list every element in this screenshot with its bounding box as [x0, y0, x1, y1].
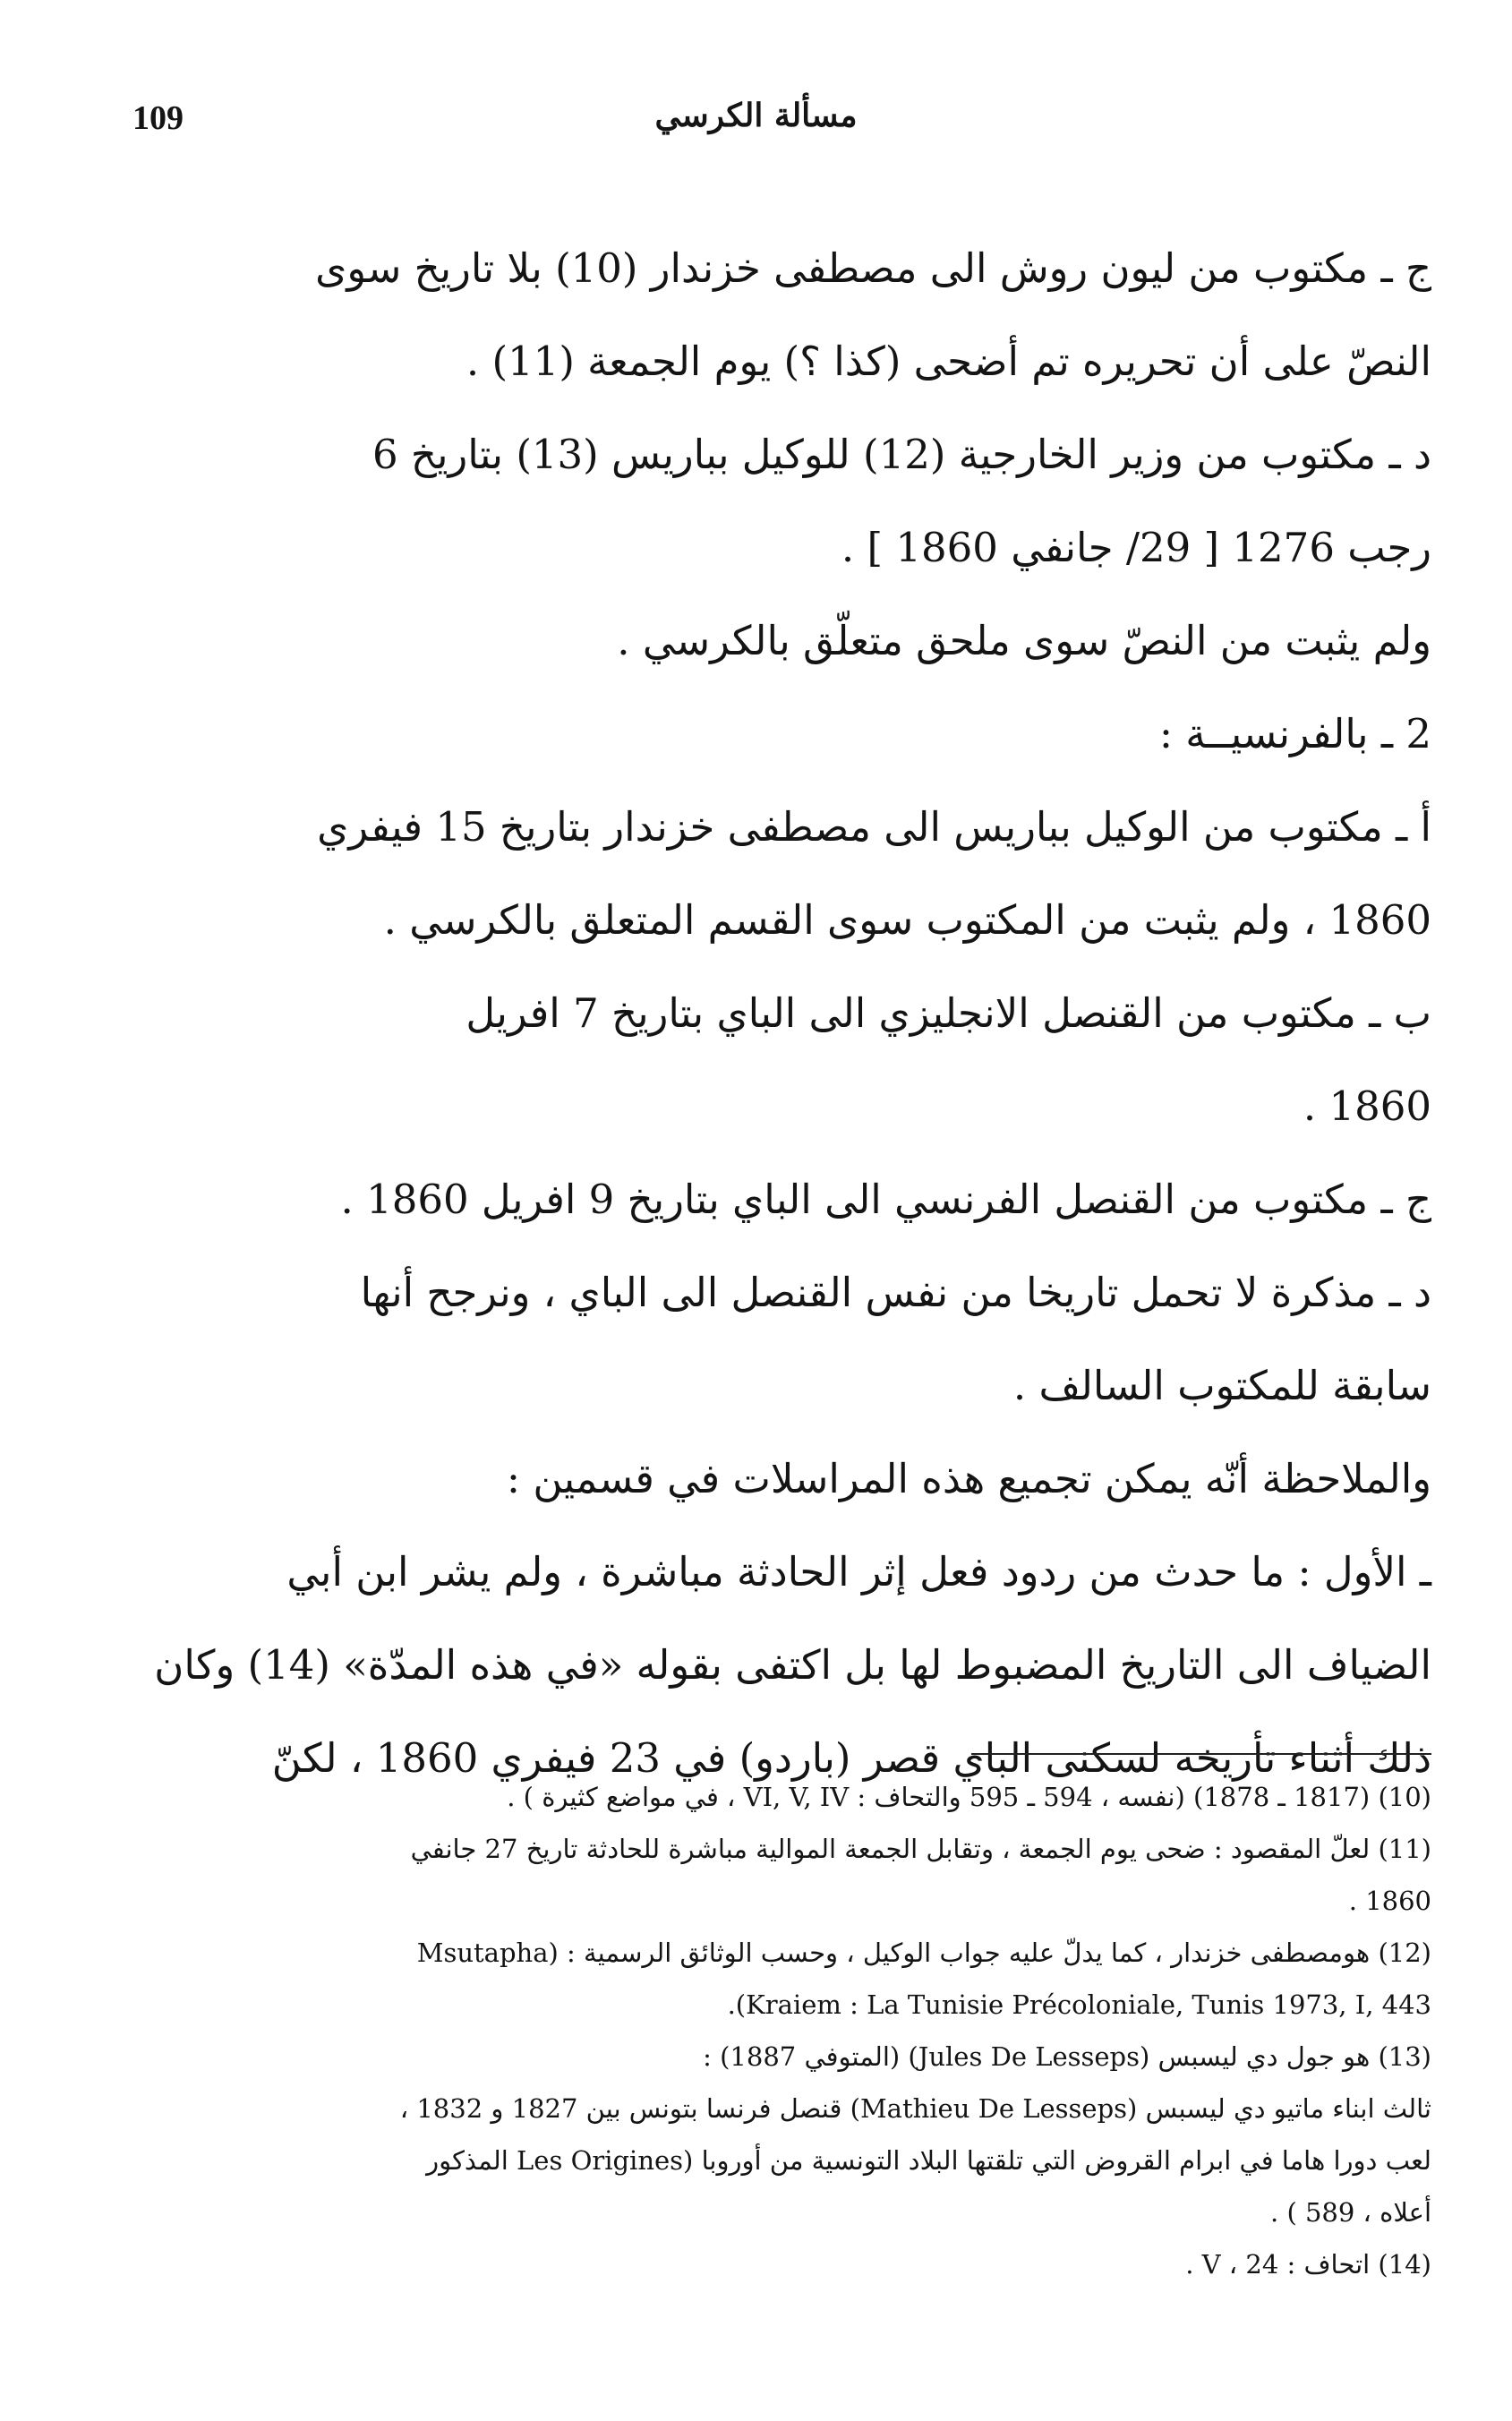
running-title: مسألة الكرسي — [654, 97, 858, 134]
text-line: د ـ مكتوب من وزير الخارجية (12) للوكيل بباريس (13) بتاريخ 6 — [372, 431, 1431, 478]
text-line: النصّ على أن تحريره تم أضحى (كذا ؟) يوم الجمعة (11) . — [466, 338, 1431, 385]
footnote-line: ثالث ابناء ماتيو دي ليسبس (Mathieu De Lesseps) قنصل فرنسا بتونس بين 1827 و 1832 ، — [399, 2093, 1431, 2124]
footnote-line: (12) هومصطفى خزندار ، كما يدلّ عليه جواب الوكيل ، وحسب الوثائق الرسمية : (Msutapha — [416, 1938, 1431, 1968]
text-line: 1860 ، ولم يثبت من المكتوب سوى القسم المتعلق بالكرسي . — [383, 896, 1431, 944]
text-line: والملاحظة أنّه يمكن تجميع هذه المراسلات في قسمين : — [506, 1455, 1431, 1502]
footnote-line: أعلاه ، 589 ) . — [1270, 2197, 1431, 2228]
footnote-line: (14) اتحاف : V ، 24 . — [1185, 2249, 1431, 2280]
footnote-line: (13) هو جول دي ليسبس (Jules De Lesseps) (المتوفي 1887) : — [703, 2041, 1431, 2072]
footnote-line: (10) (1817 ـ 1878) (نفسه ، 594 ـ 595 والتحاف : VI, V, IV ، في مواضع كثيرة ) . — [507, 1782, 1431, 1812]
footnote-line: (11) لعلّ المقصود : ضحى يوم الجمعة ، وتقابل الجمعة الموالية مباشرة للحادثة تاريخ 27 جانفي — [410, 1834, 1431, 1864]
footnote-line: Kraiem : La Tunisie Précoloniale, Tunis 1973, I, 443). — [727, 1989, 1431, 2020]
text-line: ب ـ مكتوب من القنصل الانجليزي الى الباي بتاريخ 7 افريل — [466, 989, 1431, 1037]
text-line: رجب 1276 [ 29/ جانفي 1860 ] . — [841, 524, 1431, 571]
text-line: 1860 . — [1303, 1082, 1431, 1130]
text-line: سابقة للمكتوب السالف . — [1012, 1362, 1431, 1409]
page-number: 109 — [132, 99, 184, 137]
footnote-line: 1860 . — [1348, 1886, 1431, 1916]
footnote-line: لعب دورا هاما في ابرام القروض التي تلقتها البلاد التونسية من أوروبا (Les Origines المذكور — [426, 2145, 1431, 2176]
main-text — [81, 222, 1431, 1805]
text-line: ـ الأول : ما حدث من ردود فعل إثر الحادثة مباشرة ، ولم يشر ابن أبي — [286, 1548, 1431, 1595]
text-line: ج ـ مكتوب من القنصل الفرنسي الى الباي بتاريخ 9 افريل 1860 . — [340, 1176, 1431, 1223]
text-line: ج ـ مكتوب من ليون روش الى مصطفى خزندار (10) بلا تاريخ سوى — [315, 244, 1431, 292]
footnotes — [81, 1771, 1431, 2290]
text-line: د ـ مذكرة لا تحمل تاريخا من نفس القنصل الى الباي ، ونرجح أنها — [360, 1269, 1431, 1316]
footnote-divider — [971, 1753, 1431, 1755]
text-line: أ ـ مكتوب من الوكيل بباريس الى مصطفى خزندار بتاريخ 15 فيفري — [317, 803, 1431, 851]
text-line: الضياف الى التاريخ المضبوط لها بل اكتفى بقوله «في هذه المدّة» (14) وكان — [154, 1641, 1431, 1689]
text-line: ولم يثبت من النصّ سوى ملحق متعلّق بالكرسي . — [617, 617, 1431, 664]
text-line: ذلك أثناء تأريخه لسكنى الباي قصر (باردو) في 23 فيفري 1860 ، لكنّ — [271, 1734, 1431, 1782]
section-heading: 2 ـ بالفرنسيــة : — [1158, 710, 1431, 757]
